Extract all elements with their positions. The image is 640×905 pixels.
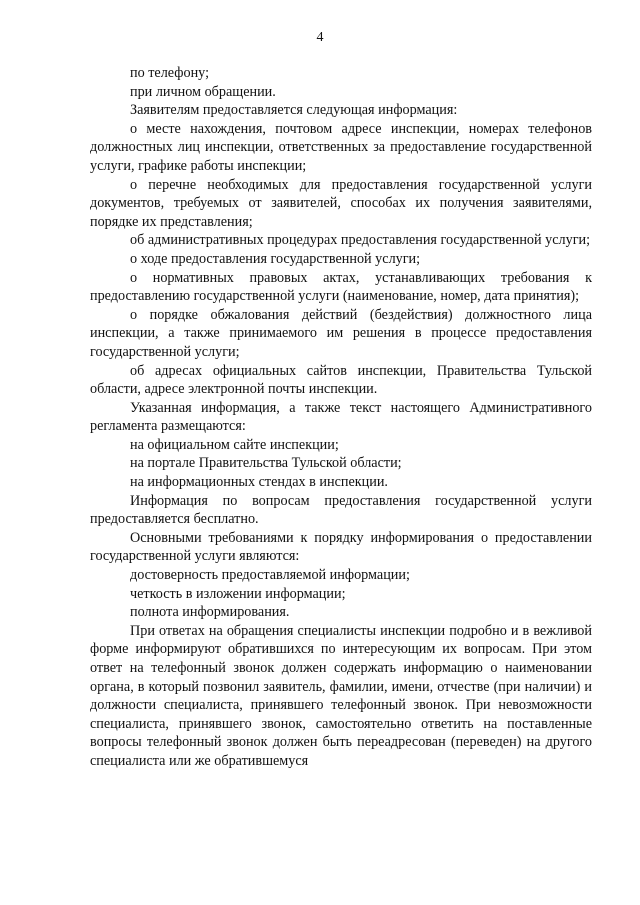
document-body	[90, 64, 592, 771]
paragraph: на информационных стендах в инспекции.	[130, 474, 388, 491]
paragraph: об адресах официальных сайтов инспекции, Правительства Тульской области, адресе электронной почты инспекции.	[90, 362, 592, 398]
page-number: 4	[316, 30, 324, 45]
paragraph: при личном обращении.	[130, 83, 276, 100]
paragraph: Заявителям предоставляется следующая информация:	[130, 102, 458, 119]
paragraph: Основными требованиями к порядку информирования о предоставлении государственной услуги являются:	[90, 529, 592, 565]
paragraph: о ходе предоставления государственной услуги;	[130, 250, 421, 267]
paragraph: по телефону;	[130, 65, 210, 81]
paragraph: об административных процедурах предоставления государственной услуги;	[130, 232, 591, 249]
paragraph: о месте нахождения, почтовом адресе инспекции, номерах телефонов должностных лиц инспекции, ответственных за предоставление государственной услуги, графике работы инспекции;	[90, 120, 592, 174]
paragraph: о порядке обжалования действий (бездействия) должностного лица инспекции, а также принимаемого им решения в процессе предоставления государственной услуги;	[90, 306, 592, 360]
paragraph: о нормативных правовых актах, устанавливающих требования к предоставлению государственной услуги (наименование, номер, дата принятия);	[90, 269, 592, 305]
paragraph: Указанная информация, а также текст настоящего Административного регламента размещаются:	[90, 399, 592, 435]
paragraph: о перечне необходимых для предоставления государственной услуги документов, требуемых от заявителей, способах их получения заявителями, порядке их представления;	[90, 176, 592, 230]
paragraph: Информация по вопросам предоставления государственной услуги предоставляется бесплатно.	[90, 492, 592, 528]
paragraph: полнота информирования.	[130, 604, 290, 621]
paragraph: четкость в изложении информации;	[130, 585, 346, 602]
paragraph: на официальном сайте инспекции;	[130, 436, 339, 453]
paragraph: При ответах на обращения специалисты инспекции подробно и в вежливой форме информируют обратившихся по интересующим их вопросам. При этом ответ на телефонный звонок должен содержать информацию о наименовании органа, в который позвонил заявитель, фамилии, имени, отчестве (при наличии) и должности специалиста, принявшего телефонный звонок. При невозможности специалиста, принявшего звонок, самостоятельно ответить на поставленные вопросы телефонный звонок должен быть переадресован (переведен) на другого специалиста или же обратившемуся	[90, 622, 592, 769]
paragraph: на портале Правительства Тульской области;	[130, 455, 402, 472]
paragraph: достоверность предоставляемой информации;	[130, 567, 410, 584]
